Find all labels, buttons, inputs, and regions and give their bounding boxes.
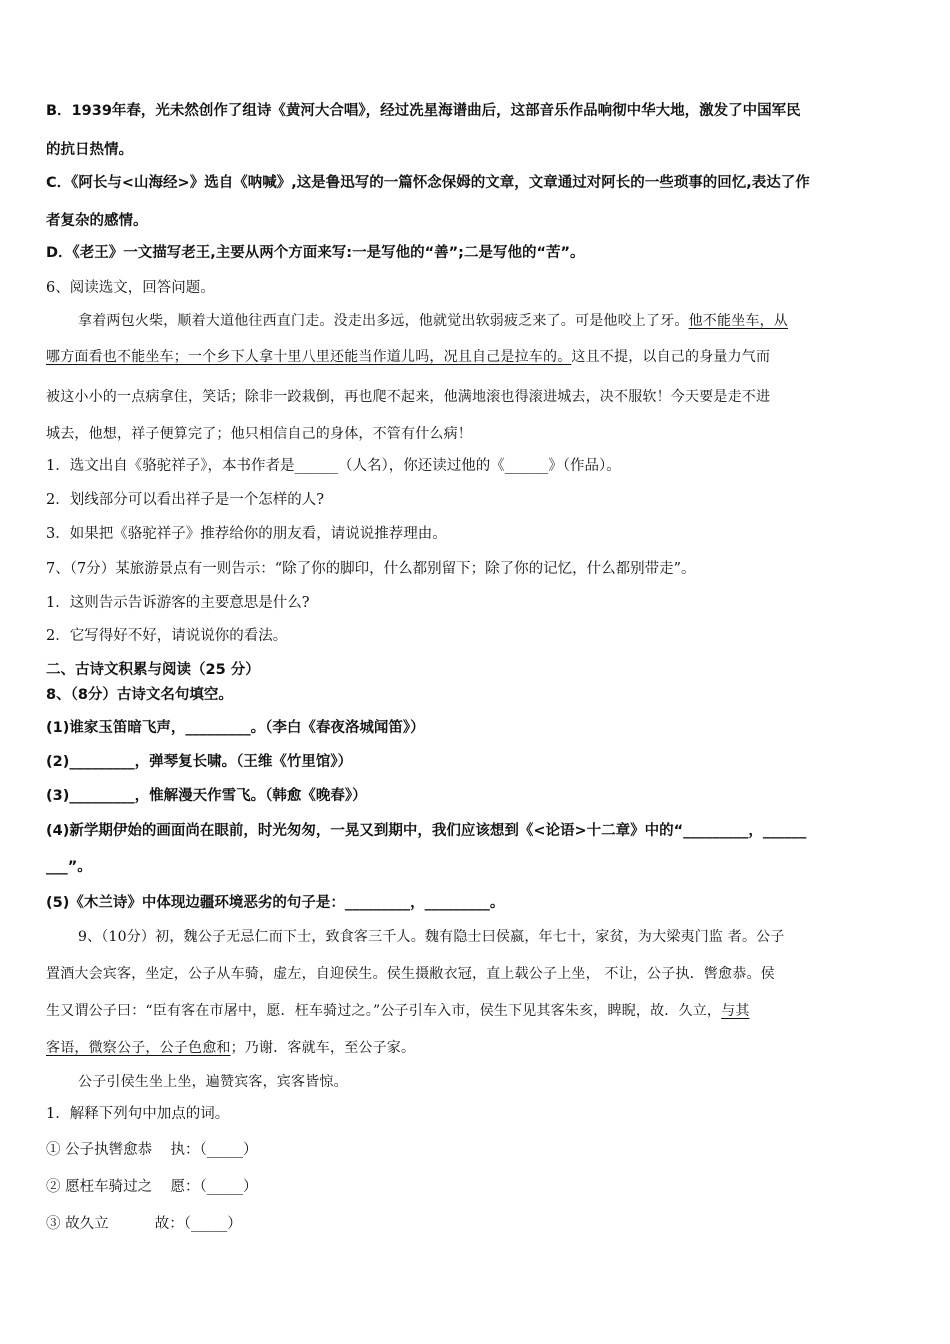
passage-text: 拿着两包火柴，顺着大道他往西直门走。没走出多远，他就觉出软弱疲乏来了。可是他咬上了牙。 xyxy=(78,313,689,329)
question-8-5: (5)《木兰诗》中体现边疆环境恶劣的句子是：_________，_________。 xyxy=(46,895,505,911)
underlined-passage: 哪方面看也不能坐车；一个乡下人拿十里八里还能当作道儿吗，况且自己是拉车的。 xyxy=(46,349,572,365)
question-9-line2: 置酒大会宾客，坐定，公子从车骑，虚左，自迎侯生。侯生摄敝衣冠，直上载公子上坐， 不让，公子执．辔愈恭。侯 xyxy=(46,966,775,982)
underlined-passage: 他不能坐车，从 xyxy=(688,313,789,329)
option-b-line1: B．1939年春，光未然创作了组诗《黄河大合唱》，经过冼星海谱曲后，这部音乐作品响彻中华大地，激发了中国军民 xyxy=(46,103,801,119)
word-item-3: ③ 故久立 故：（_____） xyxy=(46,1216,242,1232)
question-8-4-line1: (4)新学期伊始的画面尚在眼前，时光匆匆，一晃又到期中，我们应该想到《<论语>十二章》中的“_________，______ xyxy=(46,823,807,839)
passage-text: ；乃谢．客就车，至公子家。 xyxy=(230,1040,416,1056)
question-7-1: 1．这则告示告诉游客的主要意思是什么? xyxy=(46,595,310,611)
question-9-line4 xyxy=(46,1038,906,1058)
question-8-3: (3)_________，惟解漫天作雪飞。（韩愈《晚春》） xyxy=(46,788,367,804)
question-6-2: 2．划线部分可以看出祥子是一个怎样的人? xyxy=(46,492,324,508)
option-d: D．《老王》一文描写老王,主要从两个方面来写:一是写他的“善”;二是写他的“苦”。 xyxy=(46,245,585,261)
passage-6-line4: 城去，他想，祥子便算完了；他只相信自己的身体，不管有什么病！ xyxy=(46,426,472,442)
question-7-title: 7、（7分）某旅游景点有一则告示：“除了你的脚印，什么都别留下；除了你的记忆，什么都别带走”。 xyxy=(46,561,696,577)
option-c-line2: 者复杂的感情。 xyxy=(46,213,148,229)
question-6-3: 3．如果把《骆驼祥子》推荐给你的朋友看，请说说推荐理由。 xyxy=(46,526,447,542)
question-8-4-line2: ___”。 xyxy=(46,859,92,875)
question-9-1: 1．解释下列句中加点的词。 xyxy=(46,1106,230,1122)
question-6-title: 6、阅读选文，回答问题。 xyxy=(46,280,215,296)
question-8-title: 8、（8分）古诗文名句填空。 xyxy=(46,687,233,703)
section-2-heading: 二、古诗文积累与阅读（25 分） xyxy=(46,662,260,678)
option-c-line1: C．《阿长与<山海经>》选自《呐喊》,这是鲁迅写的一篇怀念保姆的文章，文章通过对阿长的一些琐事的回忆,表达了作 xyxy=(46,175,810,191)
question-7-2: 2．它写得好不好，请说说你的看法。 xyxy=(46,628,288,644)
question-9-line1: 9、（10分）初，魏公子无忌仁而下士，致食客三千人。魏有隐士曰侯嬴，年七十，家贫，为大梁夷门监 者。公子 xyxy=(78,929,785,945)
underlined-passage: 客语，微察公子，公子色愈和 xyxy=(46,1040,231,1056)
word-item-2: ② 愿枉车骑过之 愿：（_____） xyxy=(46,1179,258,1195)
question-8-2: (2)_________，弹琴复长啸。（王维《竹里馆》） xyxy=(46,754,353,770)
question-6-1: 1．选文出自《骆驼祥子》，本书作者是______（人名），你还读过他的《______》（作品）。 xyxy=(46,458,621,474)
option-b-line2: 的抗日热情。 xyxy=(46,142,133,158)
underlined-passage: 与其 xyxy=(721,1003,750,1019)
passage-text: 生又谓公子曰：“臣有客在市屠中，愿．枉车骑过之。”公子引车入市，侯生下见其客朱亥，睥睨，故．久立， xyxy=(46,1003,722,1019)
question-9-line5: 公子引侯生坐上坐，遍赞宾客，宾客皆惊。 xyxy=(78,1074,348,1090)
question-9-line3 xyxy=(46,1001,906,1021)
question-8-1: (1)谁家玉笛暗飞声，_________。（李白《春夜洛城闻笛》） xyxy=(46,720,425,736)
passage-6-line1 xyxy=(78,311,906,331)
passage-6-line3: 被这小小的一点病拿住，笑话；除非一跤栽倒，再也爬不起来，他满地滚也得滚进城去，决不服软！今天要是走不进 xyxy=(46,389,771,405)
passage-text: 这且不提，以自己的身量力气而 xyxy=(571,349,771,365)
word-item-1: ① 公子执辔愈恭 执：（_____） xyxy=(46,1142,258,1158)
passage-6-line2 xyxy=(46,347,906,367)
